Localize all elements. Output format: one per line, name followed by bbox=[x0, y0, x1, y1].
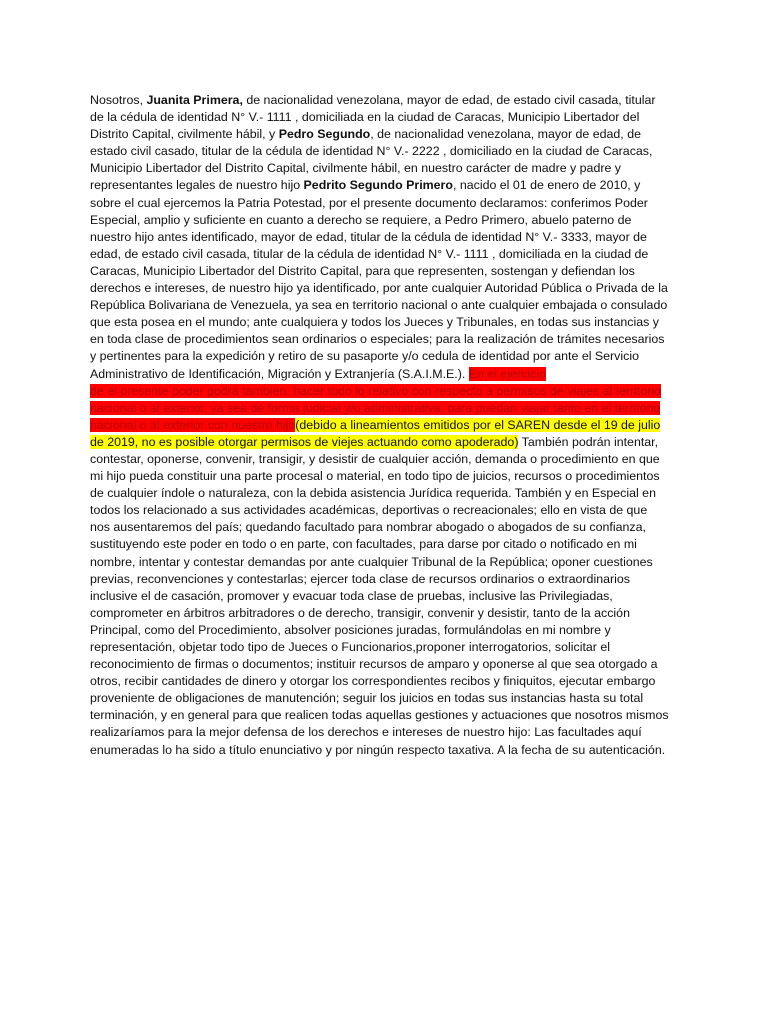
text-line bbox=[90, 742, 682, 759]
text-segment: reconocimiento de firmas o documentos; instituir recursos de amparo y oponerse al que sea otorgado a bbox=[90, 657, 658, 672]
text-segment: terminación, y en general para que realicen todas aquellas gestiones y actuaciones que nosotros mismos bbox=[90, 708, 669, 723]
text-segment: representación, objetar todo tipo de Jueces o Funcionarios,proponer interrogatorios, solicitar el bbox=[90, 640, 611, 654]
text-line bbox=[90, 246, 682, 263]
text-line bbox=[90, 554, 682, 571]
text-line bbox=[90, 366, 682, 383]
highlight-red-text: nacional o al exterior, ya sea de forma judicial y/o administrativa, para puedan viajar tanto en el territorio bbox=[90, 400, 661, 415]
text-line bbox=[90, 229, 682, 246]
text-line bbox=[90, 519, 682, 536]
text-segment: todos los relacionado a sus actividades académicas, deportivas o recreacionales; ello en vista de que bbox=[90, 503, 648, 518]
text-line bbox=[90, 417, 682, 434]
text-segment: Especial, amplio y suficiente en cuanto a derecho se requiere, a Pedro Primero, abuelo paterno de bbox=[90, 212, 632, 227]
text-line bbox=[90, 383, 682, 400]
text-line bbox=[90, 280, 682, 297]
text-segment: Nosotros, bbox=[90, 93, 147, 107]
text-segment: inclusive el de casación, promover y evacuar toda clase de pruebas, inclusive las Privilegiadas, bbox=[90, 588, 613, 603]
text-line bbox=[90, 212, 682, 229]
text-line bbox=[90, 707, 682, 724]
bold-name: Pedro Segundo bbox=[278, 127, 371, 142]
text-line bbox=[90, 536, 682, 553]
highlight-red-text: nacional o al exterior con nuestro hijo bbox=[90, 417, 296, 432]
text-line bbox=[90, 673, 682, 690]
text-segment: que esta posea en el mundo; ante cualquiera y todos los Jueces y Tribunales, en todas sus instancias y bbox=[90, 315, 659, 330]
text-line bbox=[90, 331, 682, 348]
text-segment: Principal, como del Procedimiento, absolver posiciones juradas, formulándolas en mi nombre y bbox=[90, 622, 611, 637]
text-line bbox=[90, 160, 682, 177]
text-line bbox=[90, 109, 682, 126]
text-segment: de nacionalidad venezolana, mayor de edad, de estado civil casada, titular bbox=[242, 93, 656, 107]
text-line bbox=[90, 348, 682, 365]
text-segment: Administrativo de Identificación, Migración y Extranjería (S.A.I.M.E.). bbox=[90, 366, 469, 381]
text-segment: edad, de estado civil casada, titular de la cédula de identidad N° V.- 1111 , domiciliada en la ciudad de bbox=[90, 246, 649, 261]
text-segment: derechos e intereses, de nuestro hijo ya identificado, por ante cualquier Autoridad Pública o Privada de la bbox=[90, 281, 668, 296]
text-segment: previas, reconvenciones y contestarlas; ejercer toda clase de recursos ordinarios o extraordinarios bbox=[90, 571, 630, 586]
text-segment: contestar, oponerse, convenir, transigir, y desistir de cualquier acción, demanda o procedimiento en que bbox=[90, 451, 660, 466]
text-line bbox=[90, 690, 682, 707]
text-segment: nuestro hijo antes identificado, mayor de edad, titular de la cédula de identidad N° V.- 3333, mayor de bbox=[90, 229, 647, 244]
text-line bbox=[90, 656, 682, 673]
text-line bbox=[90, 263, 682, 280]
text-segment: Distrito Capital, civilmente hábil, y bbox=[90, 127, 279, 142]
text-segment: sobre el cual ejercemos la Patria Potestad, por el presente documento declaramos: conferimos Poder bbox=[90, 195, 648, 210]
text-segment: Caracas, Municipio Libertador del Distrito Capital, para que representen, sostengan y defiendan los bbox=[90, 263, 635, 278]
text-segment: estado civil casado, titular de la cédula de identidad N° V.- 2222 , domiciliado en la ciudad de Caracas, bbox=[90, 144, 653, 159]
highlight-yellow-text: (debido a lineamientos emitidos por el SAREN desde el 19 de julio bbox=[295, 417, 661, 432]
text-segment: nos ausentaremos del país; quedando facultado para nombrar abogado o abogados de su confianza, bbox=[90, 520, 646, 535]
text-segment: comprometer en árbitros arbitradores o de derecho, transigir, convenir y desistir, tanto de la acción bbox=[90, 605, 630, 620]
text-line bbox=[90, 177, 682, 194]
document-body bbox=[90, 92, 682, 759]
text-segment: , nacido el 01 de enero de 2010, y bbox=[452, 178, 641, 193]
text-line bbox=[90, 605, 682, 622]
text-line bbox=[90, 571, 682, 588]
text-line bbox=[90, 639, 682, 656]
text-segment: y pertinentes para la expedición y retiro de su pasaporte y/o cedula de identidad por ante el Servicio bbox=[90, 349, 639, 364]
text-segment: sustituyendo este poder en todo o en parte, con facultades, para darse por citado o notificado en mi bbox=[90, 537, 637, 552]
text-line bbox=[90, 724, 682, 741]
text-line bbox=[90, 126, 682, 143]
text-segment: otros, recibir cantidades de dinero y otorgar los correspondientes recibos y finiquitos, ejecutar embargo bbox=[90, 674, 656, 689]
text-line bbox=[90, 468, 682, 485]
text-segment: También podrán intentar, bbox=[518, 434, 659, 449]
text-line bbox=[90, 451, 682, 468]
bold-name: Pedrito Segundo Primero bbox=[303, 178, 453, 193]
text-segment: proveniente de obligaciones de manutención; seguir los juicios en todas sus instancias hasta su total bbox=[90, 691, 644, 706]
text-segment: República Bolivariana de Venezuela, ya sea en territorio nacional o ante cualquier embajada o consulado bbox=[90, 298, 668, 313]
text-line bbox=[90, 622, 682, 639]
bold-name: Juanita Primera, bbox=[146, 93, 243, 107]
text-segment: , de nacionalidad venezolana, mayor de edad, de bbox=[370, 127, 641, 142]
text-line bbox=[90, 485, 682, 502]
highlight-yellow-text: de 2019, no es posible otorgar permisos de viejes actuando como apoderado) bbox=[90, 434, 519, 449]
text-segment: en toda clase de procedimientos sean ordinarios o especiales; para la realización de trámites necesarios bbox=[90, 332, 665, 347]
text-line bbox=[90, 400, 682, 417]
text-line bbox=[90, 588, 682, 605]
highlight-red-text: En el ejercicio bbox=[468, 366, 546, 381]
text-segment: enumeradas lo ha sido a título enunciativo y por ningún respecto taxativa. A la fecha de su autenticación. bbox=[90, 742, 666, 757]
text-segment: de la cédula de identidad N° V.- 1111 , domiciliada en la ciudad de Caracas, Municipio Libertador del bbox=[90, 110, 640, 125]
text-line bbox=[90, 143, 682, 160]
text-segment: mi hijo pueda constituir una parte procesal o material, en todo tipo de juicios, recursos o procedimientos bbox=[90, 469, 660, 484]
highlight-red-text: de el presente poder podrá también, hacer todo lo relativo con respecto a permisos de viajes al territorio bbox=[90, 383, 661, 398]
text-segment: realizaríamos para la mejor defensa de los derechos e intereses de nuestro hijo: Las facultades aquí bbox=[90, 725, 642, 740]
text-segment: nombre, intentar y contestar demandas por ante cualquier Tribunal de la República; oponer cuestiones bbox=[90, 554, 653, 569]
text-line bbox=[90, 314, 682, 331]
text-segment: representantes legales de nuestro hijo bbox=[90, 178, 304, 193]
text-line bbox=[90, 92, 682, 109]
text-line bbox=[90, 195, 682, 212]
text-line bbox=[90, 297, 682, 314]
text-segment: Municipio Libertador del Distrito Capital, civilmente hábil, en nuestro carácter de madre y padre y bbox=[90, 161, 621, 176]
text-line bbox=[90, 502, 682, 519]
text-segment: de cualquier índole o naturaleza, con la debida asistencia Jurídica requerida. También y en Especial en bbox=[90, 486, 656, 501]
text-line bbox=[90, 434, 682, 451]
